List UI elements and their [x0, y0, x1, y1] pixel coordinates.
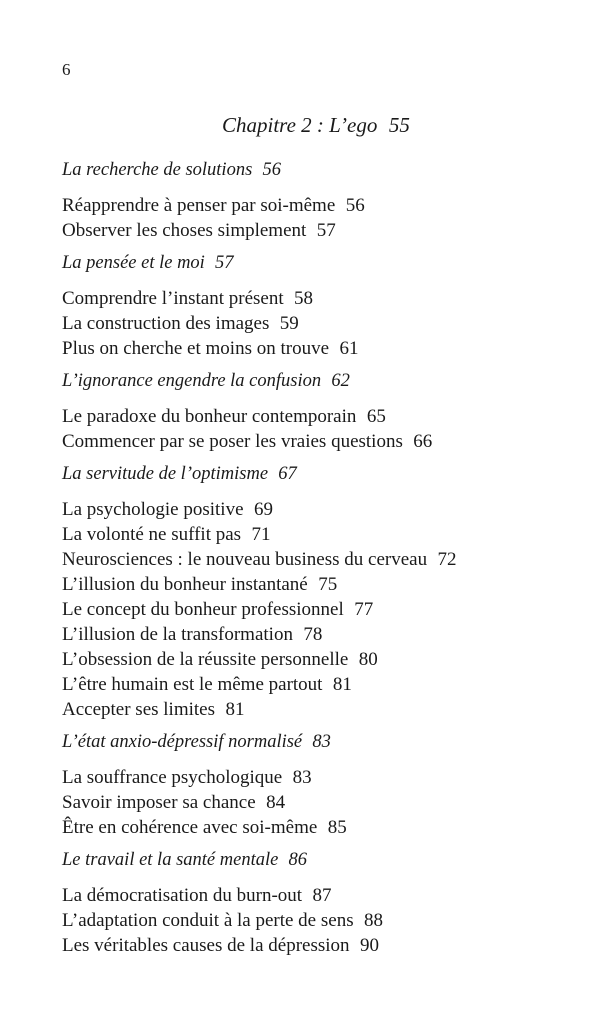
- section-heading: [62, 369, 602, 394]
- entry-title: La volonté ne suffit pas: [62, 524, 242, 545]
- toc-entry: [62, 522, 602, 547]
- entry-title: Être en cohérence avec soi-même: [62, 817, 318, 838]
- entry-title: La démocratisation du burn-out: [62, 885, 303, 906]
- toc-entry: [62, 336, 602, 361]
- entry-title: Les véritables causes de la dépression: [62, 935, 350, 956]
- section-heading: [62, 158, 602, 183]
- section-heading: [62, 251, 602, 276]
- entry-page: 85: [327, 817, 347, 838]
- entry-title: Neurosciences : le nouveau business du cerveau: [62, 549, 428, 570]
- entry-title: Réapprendre à penser par soi-même: [62, 195, 336, 216]
- section-heading: [62, 730, 602, 755]
- entry-title: Savoir imposer sa chance: [62, 792, 256, 813]
- toc-entry: [62, 572, 602, 597]
- entry-page: 71: [251, 524, 271, 545]
- section-heading: [62, 848, 602, 873]
- entry-title: L’adaptation conduit à la perte de sens: [62, 910, 354, 931]
- toc-entry: [62, 218, 602, 243]
- section-title: L’ignorance engendre la confusion: [62, 371, 322, 391]
- toc-entry: [62, 193, 602, 218]
- section-heading: [62, 462, 602, 487]
- entry-title: Comprendre l’instant présent: [62, 288, 284, 309]
- section-page: 86: [288, 850, 307, 870]
- entry-page: 77: [354, 599, 374, 620]
- toc-entry: [62, 765, 602, 790]
- entry-page: 88: [364, 910, 384, 931]
- toc-entry: [62, 883, 602, 908]
- entry-title: Le paradoxe du bonheur contemporain: [62, 406, 357, 427]
- section-title: La servitude de l’optimisme: [62, 464, 269, 484]
- chapter-title: Chapitre 2 : L’ego: [222, 113, 378, 137]
- entry-title: L’illusion de la transformation: [62, 624, 293, 645]
- entry-title: Le concept du bonheur professionnel: [62, 599, 344, 620]
- entry-page: 75: [318, 574, 338, 595]
- toc-entry: [62, 286, 602, 311]
- entry-page: 83: [292, 767, 312, 788]
- section-page: 67: [278, 464, 297, 484]
- toc-entry: [62, 311, 602, 336]
- entry-page: 90: [359, 935, 379, 956]
- section-page: 57: [215, 253, 234, 273]
- toc-entry: [62, 497, 602, 522]
- entry-title: L’illusion du bonheur instantané: [62, 574, 308, 595]
- toc-entry: [62, 547, 602, 572]
- entry-page: 69: [253, 499, 273, 520]
- section-title: La pensée et le moi: [62, 253, 205, 273]
- entry-page: 78: [303, 624, 323, 645]
- section-title: L’état anxio-dépressif normalisé: [62, 732, 303, 752]
- section-page: 83: [312, 732, 331, 752]
- entry-page: 65: [366, 406, 386, 427]
- toc-entry: [62, 697, 602, 722]
- chapter-heading: [222, 113, 410, 138]
- section-page: 62: [331, 371, 350, 391]
- entry-title: L’être humain est le même partout: [62, 674, 323, 695]
- entry-title: Plus on cherche et moins on trouve: [62, 338, 330, 359]
- entry-title: La construction des images: [62, 313, 270, 334]
- toc-entry: [62, 647, 602, 672]
- entry-page: 61: [339, 338, 359, 359]
- entry-page: 84: [266, 792, 286, 813]
- entry-page: 66: [413, 431, 433, 452]
- toc-entry: [62, 908, 602, 933]
- entry-page: 81: [225, 699, 245, 720]
- entry-page: 80: [358, 649, 378, 670]
- entry-title: Observer les choses simplement: [62, 220, 307, 241]
- page-number: 6: [62, 60, 71, 79]
- entry-title: La psychologie positive: [62, 499, 244, 520]
- entry-page: 57: [316, 220, 336, 241]
- toc-entry: [62, 790, 602, 815]
- toc-entry: [62, 404, 602, 429]
- entry-title: La souffrance psychologique: [62, 767, 283, 788]
- toc-entry: [62, 672, 602, 697]
- entry-page: 72: [437, 549, 457, 570]
- entry-page: 59: [279, 313, 299, 334]
- entry-page: 58: [294, 288, 314, 309]
- toc-entry: [62, 815, 602, 840]
- table-of-contents: [62, 158, 602, 958]
- entry-page: 87: [312, 885, 332, 906]
- entry-page: 81: [332, 674, 352, 695]
- entry-title: Commencer par se poser les vraies questions: [62, 431, 403, 452]
- entry-page: 56: [345, 195, 365, 216]
- toc-entry: [62, 933, 602, 958]
- toc-entry: [62, 597, 602, 622]
- section-title: Le travail et la santé mentale: [62, 850, 279, 870]
- entry-title: Accepter ses limites: [62, 699, 216, 720]
- toc-entry: [62, 622, 602, 647]
- toc-entry: [62, 429, 602, 454]
- chapter-page: 55: [388, 113, 410, 137]
- section-title: La recherche de solutions: [62, 160, 253, 180]
- section-page: 56: [262, 160, 281, 180]
- entry-title: L’obsession de la réussite personnelle: [62, 649, 349, 670]
